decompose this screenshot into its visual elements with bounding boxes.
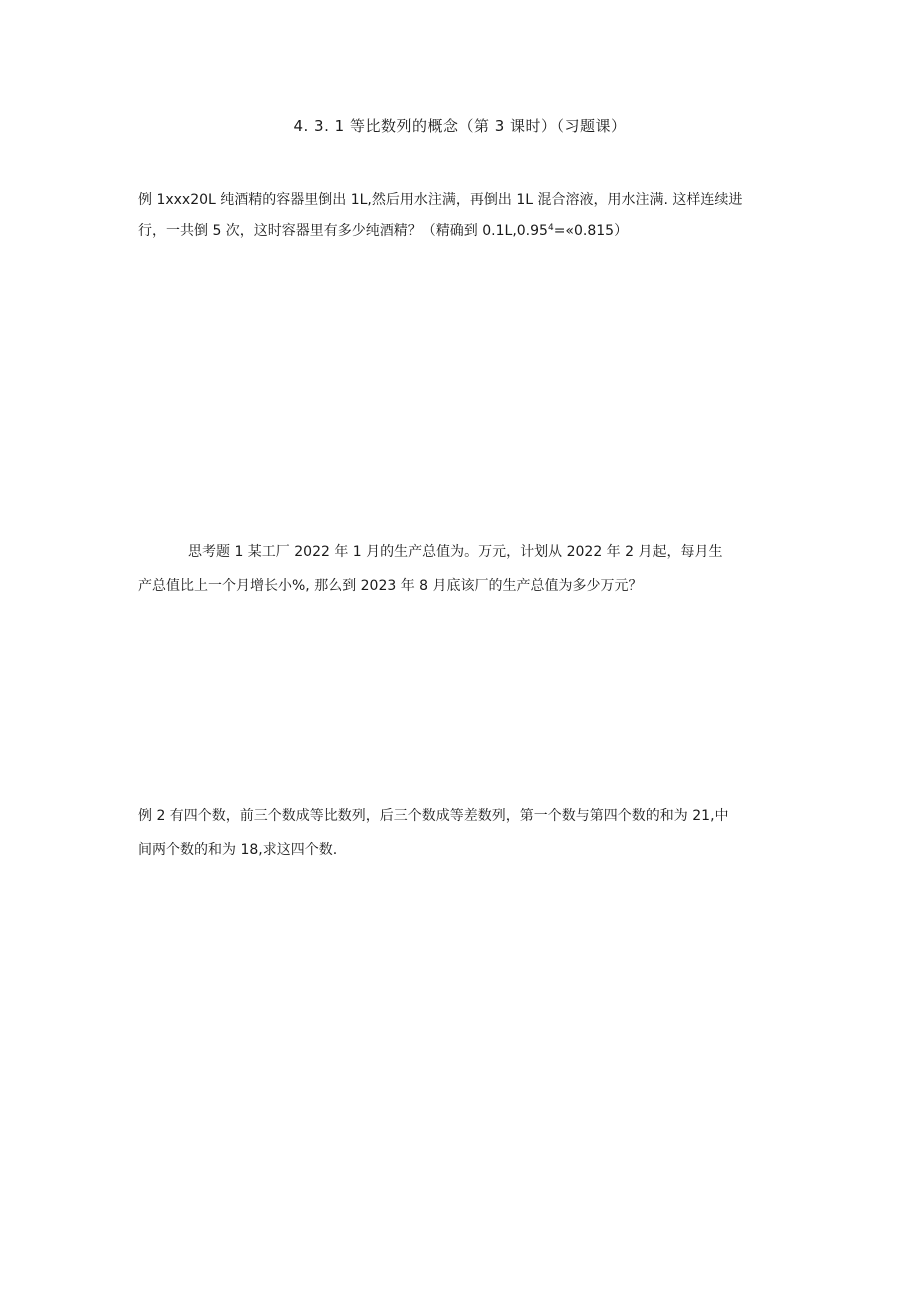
example-1 <box>138 183 742 248</box>
exponent: 4 <box>547 223 554 233</box>
thinking-question-1-line-2: 产总值比上一个月增长小%, 那么到 2023 年 8 月底该厂的生产总值为多少万元？ <box>138 578 643 594</box>
example-2-line-2: 间两个数的和为 18,求这四个数. <box>138 842 338 858</box>
thinking-question-1 <box>138 535 722 603</box>
document-title: 4. 3. 1 等比数列的概念（第 3 课时）（习题课） <box>293 117 627 135</box>
thinking-question-1-line-1-text: 思考题 1 某工厂 2022 年 1 月的生产总值为。万元，计划从 2022 年 2 月起，每月生 <box>188 544 723 560</box>
example-2 <box>138 799 729 867</box>
thinking-question-1-line-1 <box>138 535 722 569</box>
example-1-line-2-tail: =«0.815） <box>553 223 629 239</box>
example-2-line-1: 例 2 有四个数，前三个数成等比数列，后三个数成等差数列，第一个数与第四个数的和为 21,中 <box>138 808 729 824</box>
example-1-line-2 <box>138 214 742 248</box>
example-1-line-2-text: 行，一共倒 5 次，这时容器里有多少纯酒精？（精确到 0.1L,0.95 <box>138 223 548 239</box>
example-1-line-1: 例 1xxx20L 纯酒精的容器里倒出 1L,然后用水注满，再倒出 1L 混合溶液，用水注满. 这样连续进 <box>138 192 743 208</box>
